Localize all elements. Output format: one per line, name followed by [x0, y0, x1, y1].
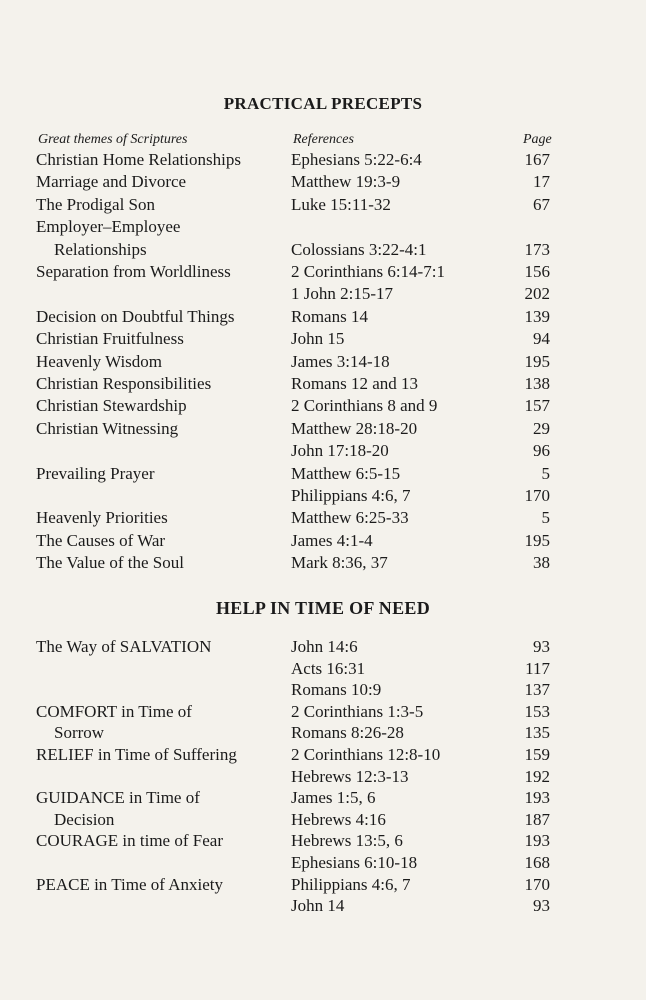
help-row-reference: Acts 16:31: [291, 658, 366, 678]
precept-row-reference: Matthew 19:3-9: [291, 172, 401, 192]
help-row-reference: Romans 10:9: [291, 680, 382, 700]
precept-row-page: 29: [533, 418, 550, 438]
help-row-page: 93: [533, 637, 550, 656]
precept-row-page: 96: [533, 441, 550, 461]
precept-row-page: 202: [524, 284, 550, 304]
help-row-page: 93: [533, 896, 550, 916]
precept-row-reference: Romans 12 and 13: [291, 374, 419, 393]
precept-row-theme: Employer–Employee: [36, 217, 181, 237]
precept-row-reference: Colossians 3:22-4:1: [291, 239, 427, 259]
help-row-page: 193: [524, 831, 550, 851]
precept-row-theme: Prevailing Prayer: [36, 463, 155, 483]
precept-row-reference: 1 John 2:15-17: [291, 284, 393, 304]
help-row-reference: James 1:5, 6: [291, 788, 376, 808]
help-row-theme: COMFORT in Time of: [36, 701, 192, 721]
precept-row-page: 170: [524, 486, 550, 505]
practical-precepts-title: PRACTICAL PRECEPTS: [223, 94, 423, 113]
precept-row-page: 138: [524, 374, 550, 393]
precept-row-theme: Separation from Worldliness: [36, 262, 231, 281]
precept-row-theme: The Value of the Soul: [36, 553, 184, 573]
precept-row-reference: Matthew 6:5-15: [291, 463, 401, 483]
help-row-reference: Hebrews 12:3-13: [291, 766, 409, 786]
precept-row-theme: Christian Home Relationships: [36, 150, 241, 169]
header-theme: Great themes of Scriptures: [38, 132, 188, 147]
precept-row-page: 38: [533, 553, 550, 573]
precept-row-reference: James 4:1-4: [291, 530, 373, 550]
precept-row-theme: Christian Stewardship: [36, 396, 187, 416]
precept-row-reference: Matthew 6:25-33: [291, 508, 409, 528]
precept-row-reference: Matthew 28:18-20: [291, 418, 418, 438]
precept-row-page: 156: [524, 262, 550, 281]
help-row-theme: Sorrow: [54, 723, 105, 743]
precept-row-theme: Christian Responsibilities: [36, 374, 212, 393]
precept-row-reference: Philippians 4:6, 7: [291, 486, 411, 505]
precept-row-page: 195: [524, 530, 550, 550]
precept-row-theme: Marriage and Divorce: [36, 172, 187, 192]
precept-row-reference: John 15: [291, 329, 345, 349]
help-row-theme: RELIEF in Time of Suffering: [36, 745, 237, 764]
help-row-reference: John 14:6: [291, 637, 358, 656]
help-row-theme: The Way of SALVATION: [36, 637, 212, 656]
help-row-reference: Romans 8:26-28: [291, 723, 404, 743]
help-row-reference: 2 Corinthians 1:3-5: [291, 701, 424, 721]
precept-row-page: 157: [524, 396, 550, 416]
precept-row-reference: James 3:14-18: [291, 351, 390, 371]
precept-row-reference: Luke 15:11-32: [291, 194, 391, 214]
precept-row-reference: Ephesians 5:22-6:4: [291, 150, 422, 169]
help-row-theme: Decision: [54, 809, 115, 829]
help-row-theme: PEACE in Time of Anxiety: [36, 874, 224, 894]
help-row-reference: Philippians 4:6, 7: [291, 874, 411, 894]
precept-row-theme: The Prodigal Son: [36, 194, 155, 214]
precept-row-page: 167: [524, 150, 550, 169]
help-row-reference: Hebrews 13:5, 6: [291, 831, 403, 851]
precept-row-page: 139: [524, 306, 550, 326]
precept-row-reference: 2 Corinthians 6:14-7:1: [291, 262, 445, 281]
precept-row-theme: Christian Fruitfulness: [36, 329, 184, 349]
precept-row-theme: Christian Witnessing: [36, 418, 179, 438]
help-row-page: 135: [524, 723, 550, 743]
help-row-page: 137: [524, 680, 550, 700]
help-row-page: 170: [524, 874, 550, 894]
header-page: Page: [523, 132, 552, 147]
help-row-reference: Hebrews 4:16: [291, 809, 386, 829]
precept-row-page: 94: [533, 329, 550, 349]
help-row-page: 117: [525, 658, 550, 678]
precept-row-reference: Mark 8:36, 37: [291, 553, 388, 573]
help-row-reference: John 14: [291, 896, 345, 916]
help-row-theme: COURAGE in time of Fear: [36, 831, 223, 851]
precept-row-page: 17: [533, 172, 550, 192]
precept-row-reference: John 17:18-20: [291, 441, 389, 461]
precept-row-reference: Romans 14: [291, 306, 368, 326]
help-in-time-of-need-title: HELP IN TIME OF NEED: [215, 598, 431, 618]
help-row-page: 153: [524, 701, 550, 721]
precept-row-page: 5: [541, 463, 550, 483]
help-row-page: 168: [524, 853, 550, 872]
help-row-page: 193: [524, 788, 550, 808]
precept-row-theme: Heavenly Priorities: [36, 508, 168, 528]
precept-row-theme: Heavenly Wisdom: [36, 351, 163, 371]
help-row-page: 192: [524, 766, 550, 786]
precept-row-theme: Relationships: [54, 239, 147, 259]
header-references: References: [293, 132, 354, 147]
precept-row-reference: 2 Corinthians 8 and 9: [291, 396, 438, 416]
help-row-page: 187: [524, 809, 550, 829]
help-row-page: 159: [524, 745, 550, 764]
help-row-reference: 2 Corinthians 12:8-10: [291, 745, 441, 764]
precept-row-page: 67: [533, 194, 550, 214]
precept-row-page: 5: [541, 508, 550, 528]
precept-row-theme: Decision on Doubtful Things: [36, 306, 235, 326]
precept-row-page: 173: [524, 239, 550, 259]
precept-row-theme: The Causes of War: [36, 530, 166, 550]
help-row-reference: Ephesians 6:10-18: [291, 853, 418, 872]
precept-row-page: 195: [524, 351, 550, 371]
help-row-theme: GUIDANCE in Time of: [36, 788, 200, 808]
